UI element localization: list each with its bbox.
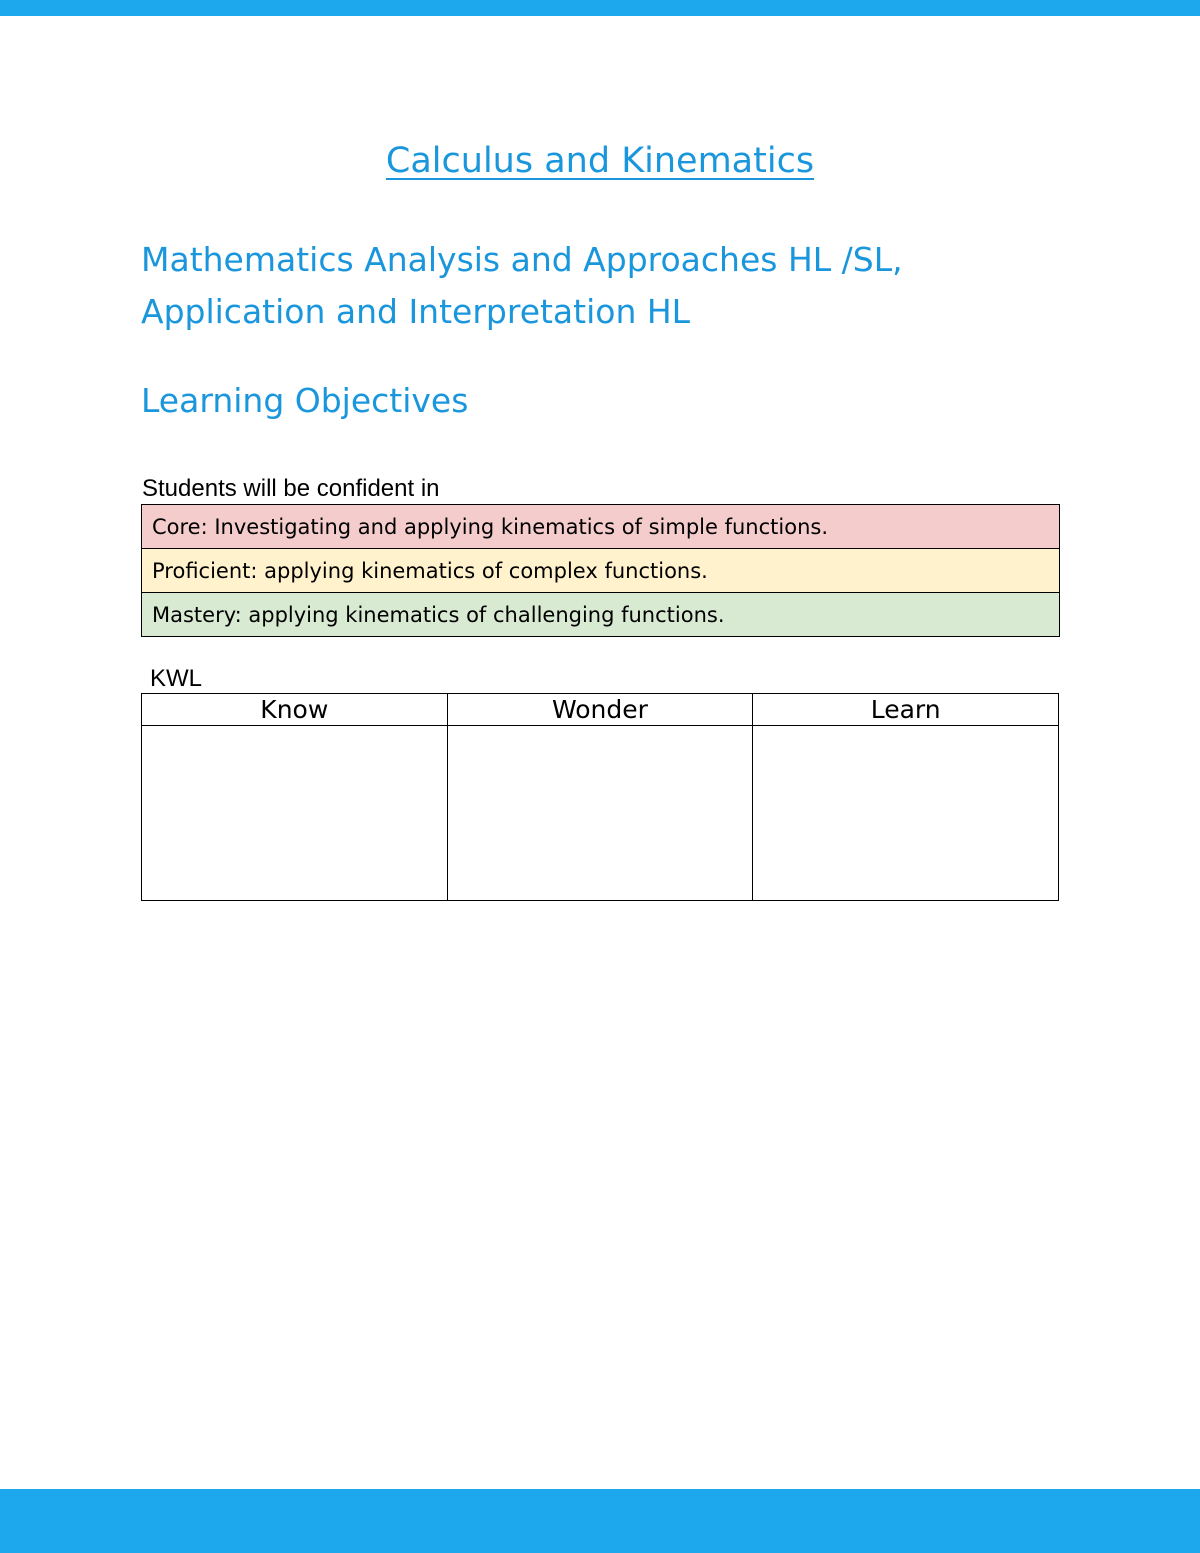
objective-mastery: Mastery: applying kinematics of challenging functions. xyxy=(142,593,1060,637)
subtitle-line-1: Mathematics Analysis and Approaches HL /SL, xyxy=(141,240,903,279)
top-accent-bar xyxy=(0,0,1200,16)
learning-objectives-heading: Learning Objectives xyxy=(141,381,469,420)
objectives-table xyxy=(141,504,1060,637)
kwl-cell-learn[interactable] xyxy=(753,726,1059,901)
objective-proficient: Proficient: applying kinematics of complex functions. xyxy=(142,549,1060,593)
document-title: Calculus and Kinematics xyxy=(385,141,815,181)
kwl-cell-know[interactable] xyxy=(142,726,448,901)
objective-row-proficient xyxy=(142,549,1060,593)
objective-core: Core: Investigating and applying kinematics of simple functions. xyxy=(142,505,1060,549)
objective-row-mastery xyxy=(142,593,1060,637)
kwl-label: KWL xyxy=(150,665,203,692)
kwl-header-know: Know xyxy=(142,694,448,726)
kwl-header-row xyxy=(142,694,1059,726)
objective-row-core xyxy=(142,505,1060,549)
kwl-header-wonder: Wonder xyxy=(447,694,753,726)
bottom-accent-bar xyxy=(0,1489,1200,1553)
course-subtitle xyxy=(141,234,1091,338)
objectives-intro-text: Students will be confident in xyxy=(142,475,440,502)
kwl-table xyxy=(141,693,1059,901)
kwl-body-row xyxy=(142,726,1059,901)
kwl-cell-wonder[interactable] xyxy=(447,726,753,901)
kwl-header-learn: Learn xyxy=(753,694,1059,726)
subtitle-line-2: Application and Interpretation HL xyxy=(141,292,691,331)
